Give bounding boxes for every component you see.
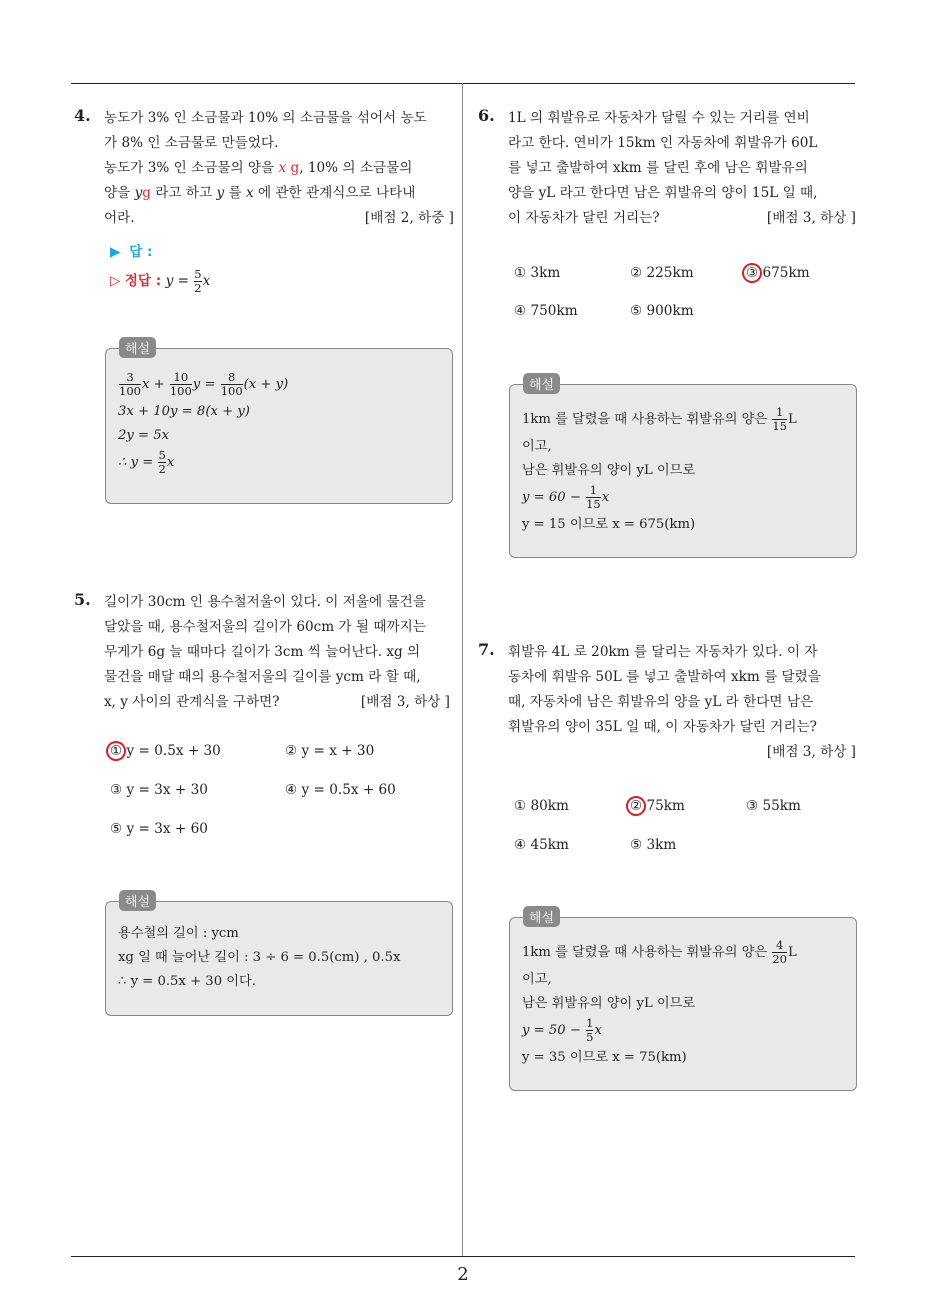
q4-mass-x: x g (278, 160, 300, 176)
q6-number: 6. (478, 106, 495, 125)
correct-answer-lhs: y = (165, 273, 189, 289)
q6-line (508, 206, 860, 231)
fraction: $\frac{1}{15}$ (772, 405, 787, 433)
q5-text-part: x, y 사이의 관계식을 구하면? (104, 694, 280, 710)
q4-text-part: 어라. (104, 210, 135, 226)
q5-choice-4[interactable]: ④ y = 0.5x + 60 (285, 782, 396, 798)
q4-text-part: , 10% 의 소금물의 (299, 160, 413, 176)
explain-line (522, 483, 797, 513)
explain-term: y = (192, 377, 216, 392)
q6-line: 양을 yL 라고 한다면 남은 휘발유의 양이 15L 일 때, (508, 185, 818, 201)
q7-choice-3[interactable]: ③ 55km (746, 798, 801, 814)
q4-var-y: y (134, 185, 143, 201)
q6-line: 1L 의 휘발유로 자동차가 달릴 수 있는 거리를 연비 (508, 110, 810, 126)
q5-choice-1[interactable]: ① y = 0.5x + 30 (110, 743, 221, 759)
q4-explanation-label: 해설 (119, 337, 156, 358)
q7-line: 휘발유의 양이 35L 일 때, 이 자동차가 달린 거리는? (508, 719, 817, 735)
explain-term: L (787, 412, 797, 427)
correct-answer-label: 정답 : (124, 273, 162, 289)
q4-text-part: 라고 하고 (150, 185, 217, 201)
q4-text (104, 106, 456, 231)
q4-line (104, 206, 456, 231)
explain-term: y = 60 − (522, 490, 581, 505)
explain-term: 1km 를 달렸을 때 사용하는 휘발유의 양은 (522, 945, 768, 960)
correct-answer-line (110, 268, 210, 295)
q6-text (508, 106, 860, 231)
q7-line: 휘발유 4L 로 20km 를 달리는 자동차가 있다. 이 자 (508, 644, 818, 660)
q6-choice-4[interactable]: ④ 750km (514, 303, 578, 319)
answer-line (110, 240, 210, 264)
q5-line (104, 690, 456, 715)
explain-line (522, 938, 797, 968)
explain-term: 1km 를 달렸을 때 사용하는 휘발유의 양은 (522, 412, 768, 427)
q7-explanation-label: 해설 (523, 906, 560, 927)
explain-line: ∴ y = 0.5x + 30 이다. (118, 974, 256, 989)
answer-marker-icon: ▶ (110, 244, 121, 260)
correct-marker-icon: ▷ (110, 273, 121, 289)
explain-line (118, 370, 288, 400)
q7-choice-2[interactable]: ② 75km (630, 798, 685, 814)
q5-line: 달았을 때, 용수철저울의 길이가 60cm 가 될 때까지는 (104, 619, 426, 635)
q4-meta: [배점 2, 하중 ] (364, 210, 454, 226)
q7-meta: [배점 3, 하상 ] (766, 744, 856, 760)
q6-explanation-label: 해설 (523, 373, 560, 394)
fraction: $\frac{4}{20}$ (772, 938, 787, 966)
fraction: $\frac{3}{100}$ (119, 370, 141, 398)
q5-text (104, 590, 456, 715)
page-number: 2 (457, 1264, 469, 1285)
q4-line: 농도가 3% 인 소금물과 10% 의 소금물을 섞어서 농도 (104, 110, 427, 126)
q4-unit-g: g (142, 185, 151, 201)
explain-term: x (601, 490, 610, 505)
q4-var-y: y (216, 185, 225, 201)
q6-explanation-text (522, 405, 797, 537)
q5-explanation-text (118, 922, 400, 994)
explain-line: 2y = 5x (118, 428, 170, 443)
q4-line (104, 181, 456, 206)
explain-line (522, 405, 797, 435)
fraction: $\frac{5}{2}$ (194, 267, 202, 295)
q4-answer (110, 240, 210, 295)
q5-line: 무게가 6g 늘 때마다 길이가 3cm 씩 늘어난다. xg 의 (104, 644, 421, 660)
q6-meta: [배점 3, 하상 ] (766, 210, 856, 226)
explain-term: y = 50 − (522, 1023, 581, 1038)
fraction: $\frac{5}{2}$ (158, 448, 166, 476)
correct-answer-var: x (202, 273, 211, 289)
explain-line (118, 448, 288, 478)
fraction: $\frac{10}{100}$ (169, 370, 192, 398)
q5-line: 길이가 30cm 인 용수철저울이 있다. 이 저울에 물건을 (104, 594, 426, 610)
fraction: $\frac{1}{5}$ (586, 1016, 594, 1044)
explain-line: y = 35 이므로 x = 75(km) (522, 1050, 687, 1065)
q4-line (104, 156, 456, 181)
q4-text-part: 농도가 3% 인 소금물의 양을 (104, 160, 279, 176)
top-rule (71, 83, 855, 84)
fraction: $\frac{8}{100}$ (220, 370, 243, 398)
fraction: $\frac{1}{15}$ (586, 483, 601, 511)
explain-term: ∴ y = (118, 455, 154, 470)
q7-choice-4[interactable]: ④ 45km (514, 837, 569, 853)
bottom-rule (71, 1256, 855, 1257)
q4-text-part: 에 관한 관계식으로 나타내 (253, 185, 416, 201)
explain-line: 용수철의 길이 : ycm (118, 926, 239, 941)
explain-line: y = 15 이므로 x = 675(km) (522, 517, 696, 532)
answer-label: 답 : (129, 244, 153, 260)
explain-line: 이고, (522, 972, 552, 987)
q7-line: 동차에 휘발유 50L 를 넣고 출발하여 xkm 를 달렸을 (508, 669, 821, 685)
explain-line: xg 일 때 늘어난 길이 : 3 ÷ 6 = 0.5(cm) , 0.5x (118, 950, 401, 965)
q6-choice-5[interactable]: ⑤ 900km (630, 303, 694, 319)
q6-choice-3[interactable]: ③ 675km (746, 265, 810, 281)
explain-line: 이고, (522, 439, 552, 454)
q4-text-part: 를 (224, 185, 246, 201)
q7-text (508, 640, 860, 765)
explain-line: 남은 휘발유의 양이 yL 이므로 (522, 996, 696, 1011)
q7-line: 때, 자동차에 남은 휘발유의 양을 yL 라 한다면 남은 (508, 694, 814, 710)
q6-choice-1[interactable]: ① 3km (514, 265, 561, 281)
explain-line: 남은 휘발유의 양이 yL 이므로 (522, 463, 696, 478)
q6-text-part: 이 자동차가 달린 거리는? (508, 210, 660, 226)
q7-choice-1[interactable]: ① 80km (514, 798, 569, 814)
q5-choice-5[interactable]: ⑤ y = 3x + 60 (110, 821, 208, 837)
q5-explanation-label: 해설 (119, 890, 156, 911)
column-divider (462, 83, 463, 1257)
q4-text-part: 양을 (104, 185, 135, 201)
q5-choice-2[interactable]: ② y = x + 30 (285, 743, 375, 759)
q6-line: 라고 한다. 연비가 15km 인 자동차에 휘발유가 60L (508, 135, 818, 151)
q5-choice-3[interactable]: ③ y = 3x + 30 (110, 782, 208, 798)
q5-line: 물건을 매달 때의 용수철저울의 길이를 ycm 라 할 때, (104, 669, 421, 685)
q4-var-x: x (245, 185, 254, 201)
explain-term: x (166, 455, 175, 470)
explain-line (522, 1016, 797, 1046)
q4-explanation-text (118, 370, 288, 478)
q4-line: 가 8% 인 소금물로 만들었다. (104, 135, 279, 151)
q6-line: 를 넣고 출발하여 xkm 를 달린 후에 남은 휘발유의 (508, 160, 808, 176)
explain-term: x + (141, 377, 165, 392)
q7-explanation-text (522, 938, 797, 1070)
explain-line: 3x + 10y = 8(x + y) (118, 404, 250, 419)
q5-number: 5. (74, 590, 91, 609)
q4-number: 4. (74, 106, 91, 125)
q7-number: 7. (478, 640, 495, 659)
q7-choice-5[interactable]: ⑤ 3km (630, 837, 677, 853)
explain-term: L (787, 945, 797, 960)
q6-choice-2[interactable]: ② 225km (630, 265, 694, 281)
explain-term: x (594, 1023, 602, 1038)
q5-meta: [배점 3, 하상 ] (360, 694, 450, 710)
explain-term: (x + y) (243, 377, 289, 392)
